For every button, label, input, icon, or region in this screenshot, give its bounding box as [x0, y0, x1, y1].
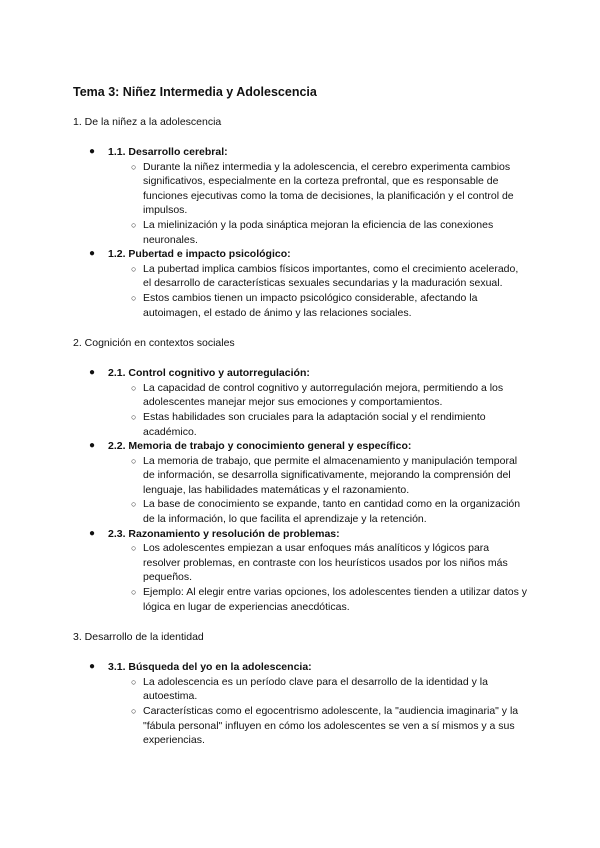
subsection-list — [73, 366, 540, 614]
point-item — [108, 704, 540, 748]
bullet-icon: ● — [89, 367, 96, 379]
point-text: La pubertad implica cambios físicos importantes, como el crecimiento acelerado, el desarrollo de características sexuales secundarias y la maduración sexual. — [143, 262, 519, 290]
point-text: Los adolescentes empiezan a usar enfoques más analíticos y lógicos para resolver problemas, en contraste con los heurísticos usados por los niños más pequeños. — [143, 542, 508, 584]
point-text: La adolescencia es un período clave para el desarrollo de la identidad y la autoestima. — [143, 675, 488, 703]
bullet-icon: ● — [89, 527, 96, 539]
point-list — [108, 160, 540, 248]
point-text: Ejemplo: Al elegir entre varias opciones, los adolescentes tienden a utilizar datos y lógica en lugar de experiencias anecdóticas. — [143, 586, 528, 613]
circle-bullet-icon: ○ — [131, 543, 137, 554]
subsection-list — [73, 660, 540, 748]
section-title: 3. Desarrollo de la identidad — [73, 631, 204, 644]
section — [73, 115, 540, 320]
point-item — [108, 218, 540, 247]
point-item — [108, 454, 540, 498]
circle-bullet-icon: ○ — [131, 411, 137, 422]
subsection-title: 2.1. Control cognitivo y autorregulación: — [108, 367, 310, 380]
point-item — [108, 410, 540, 439]
point-text: La base de conocimiento se expande, tanto en cantidad como en la organización de la información, lo que facilita el aprendizaje y la retención. — [143, 498, 521, 526]
subsection-item — [73, 527, 540, 615]
subsection-title: 2.3. Razonamiento y resolución de problemas: — [108, 527, 340, 540]
point-item — [108, 541, 540, 585]
subsection-title: 2.2. Memoria de trabajo y conocimiento general y específico: — [108, 440, 412, 453]
point-text: La capacidad de control cognitivo y autorregulación mejora, permitiendo a los adolescentes manejar mejor sus emociones y comportamientos. — [143, 381, 504, 409]
circle-bullet-icon: ○ — [131, 455, 137, 466]
subsection-item — [73, 660, 540, 748]
point-text: Estas habilidades son cruciales para la adaptación social y el rendimiento académico. — [143, 410, 486, 438]
point-text: La memoria de trabajo, que permite el almacenamiento y manipulación temporal de información, se desarrolla significativamente, mejorando la comprensión del lenguaje, las habilidades matemáticas y el razonamiento. — [143, 454, 518, 496]
circle-bullet-icon: ○ — [131, 706, 137, 716]
circle-bullet-icon: ○ — [131, 676, 137, 687]
subsection-item — [73, 247, 540, 320]
bullet-icon: ● — [89, 248, 96, 260]
section-title: 2. Cognición en contextos sociales — [73, 337, 235, 350]
point-list — [108, 541, 540, 614]
circle-bullet-icon: ○ — [131, 292, 137, 303]
circle-bullet-icon: ○ — [131, 161, 137, 172]
point-list — [108, 454, 540, 527]
point-list — [108, 262, 540, 320]
circle-bullet-icon: ○ — [131, 499, 137, 510]
section — [73, 336, 540, 614]
point-item — [108, 497, 540, 526]
bullet-icon: ● — [89, 440, 96, 452]
point-item — [108, 381, 540, 410]
bullet-icon: ● — [89, 661, 96, 673]
subsection-item — [73, 145, 540, 247]
point-item — [108, 585, 540, 614]
point-item — [108, 262, 540, 291]
point-text: Características como el egocentrismo adolescente, la "audiencia imaginaria" y la "fábula personal" influyen en cómo los adolescentes se ven a sí mismos y a sus experiencias. — [143, 705, 519, 747]
point-item — [108, 160, 540, 218]
point-list — [108, 675, 540, 748]
document-title: Tema 3: Niñez Intermedia y Adolescencia — [73, 85, 317, 99]
point-text: La mielinización y la poda sináptica mejoran la eficiencia de las conexiones neuronales. — [143, 218, 494, 246]
point-item — [108, 675, 540, 704]
point-text: Estos cambios tienen un impacto psicológico considerable, afectando la autoimagen, el estado de ánimo y las relaciones sociales. — [143, 291, 478, 319]
subsection-list — [73, 145, 540, 320]
bullet-icon: ● — [89, 146, 96, 157]
subsection-item — [73, 439, 540, 527]
subsection-item — [73, 366, 540, 439]
point-list — [108, 381, 540, 439]
circle-bullet-icon: ○ — [131, 263, 137, 274]
section — [73, 630, 540, 748]
circle-bullet-icon: ○ — [131, 219, 137, 230]
circle-bullet-icon: ○ — [131, 382, 137, 393]
point-item — [108, 291, 540, 320]
point-text: Durante la niñez intermedia y la adolescencia, el cerebro experimenta cambios significativos, especialmente en la corteza prefrontal, que es responsable de funciones ejecutivas como la toma de decisiones, la planificación y el control de impulsos. — [143, 160, 514, 217]
sections-container — [73, 115, 540, 748]
subsection-title: 1.2. Pubertad e impacto psicológico: — [108, 248, 291, 261]
circle-bullet-icon: ○ — [131, 587, 137, 598]
section-title: 1. De la niñez a la adolescencia — [73, 116, 222, 128]
subsection-title: 3.1. Búsqueda del yo en la adolescencia: — [108, 661, 312, 674]
subsection-title: 1.1. Desarrollo cerebral: — [108, 146, 228, 158]
